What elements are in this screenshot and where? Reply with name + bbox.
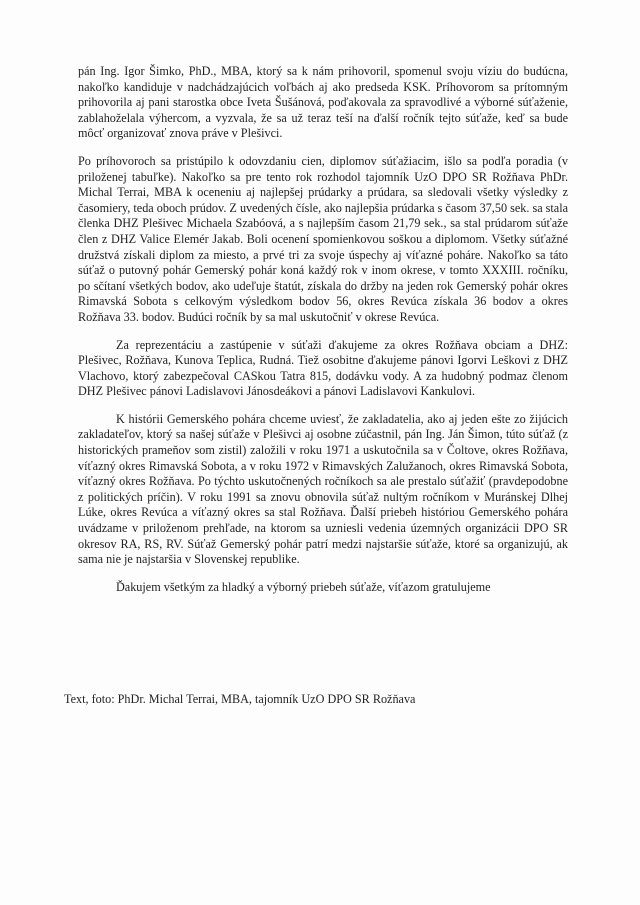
closing-line: Ďakujem všetkým za hladký a výborný priebeh súťaže, víťazom gratulujeme	[116, 579, 491, 594]
document-body	[78, 64, 568, 595]
paragraph-thanks: Za reprezentáciu a zastúpenie v súťaži ďakujeme za okres Rožňava obciam a DHZ: Plešivec, Rožňava, Kunova Teplica, Rudná. Tiež osobitne ďakujeme pánovi Igorvi Leškovi z DHZ Vlachovo, ktorý zabezpečoval CASkou Tatra 815, dodávku vody. A za hudobný podmaz členom DHZ Plešivec pánovi Ladislavovi Jánosdeákovi a pánovi Ladislavovi Kankulovi.	[78, 337, 568, 399]
paragraph-speeches: pán Ing. Igor Šimko, PhD., MBA, ktorý sa k nám prihovoril, spomenul svoju víziu do budúcna, nakoľko kandiduje v nadchádzajúcich voľbách aj ako predseda KSK. Príhovorom sa prítomným prihovorila aj pani starostka obce Iveta Šušánová, poďakovala za spravodlivé a výborné súťaženie, zablahoželala výhercom, a vyzvala, že sa už teraz teší na ďalší ročník tejto súťaže, keď sa bude môcť organizovať znova práve v Plešivci.	[78, 64, 568, 141]
paragraph-history: K histórii Gemerského pohára chceme uviesť, že zakladatelia, ako aj jeden ešte zo žijúcich zakladateľov, ktorý sa našej súťaže v Plešivci aj osobne zúčastnil, pán Ing. Ján Šimon, túto súťaž (z historických prameňov som zistil) založili v roku 1971 a uskutočnila sa v Čoltove, okres Rožňava, víťazný okres Rimavská Sobota, a v roku 1972 v Rimavských Zalužanoch, okres Rimavská Sobota, víťazný okres Rožňava. Po týchto uskutočnených ročníkoch sa ale prestalo súťažiť (pravdepodobne z politických príčin). V roku 1991 sa znovu obnovila súťaž nultým ročníkom v Muránskej Dlhej Lúke, okres Revúca a víťazný okres sa stal Rožňava. Ďalší priebeh históriou Gemerského pohára uvádzame v priloženom prehľade, na ktorom sa uzniesli vedenia územných organizácii DPO SR okresov RA, RS, RV. Súťaž Gemerský pohár patrí medzi najstaršie súťaže, ktoré sa organizujú, ak sama nie je najstaršia v Slovenskej republike.	[78, 411, 568, 567]
author-credit: Text, foto: PhDr. Michal Terrai, MBA, tajomník UzO DPO SR Rožňava	[64, 692, 416, 706]
paragraph-awards: Po príhovoroch sa pristúpilo k odovzdaniu cien, diplomov súťažiacim, išlo sa podľa poradia (v priloženej tabuľke). Nakoľko sa pre tento rok rozhodol tajomník UzO DPO SR Rožňava PhDr. Michal Terrai, MBA k oceneniu aj najlepšej prúdarky a prúdara, sa sledovali všetky výsledky z časomiery, teda oboch prúdov. Z uvedených čísle, ako najlepšia prúdarka s časom 37,50 sek. sa stala členka DHZ Plešivec Michaela Szabóová, a s najlepším časom 21,79 sek., sa stal prúdarom súťaže člen z DHZ Valice Elemér Jakab. Boli ocenení spomienkovou soškou a diplomom. Všetky súťažné družstvá získali diplom za miesto, a prvé tri za svoje úspechy aj víťazné poháre. Nakoľko sa táto súťaž o putovný pohár Gemerský pohár koná každý rok v inom okrese, v tomto XXXIII. ročníku, po sčítaní všetkých bodov, ako udeľuje štatút, získala do držby na jeden rok Gemerský pohár okres Rimavská Sobota s celkovým výsledkom bodov 56, okres Revúca získala 36 bodov a okres Rožňava 33. bodov. Budúci ročník by sa mal uskutočniť v okrese Revúca.	[78, 153, 568, 324]
